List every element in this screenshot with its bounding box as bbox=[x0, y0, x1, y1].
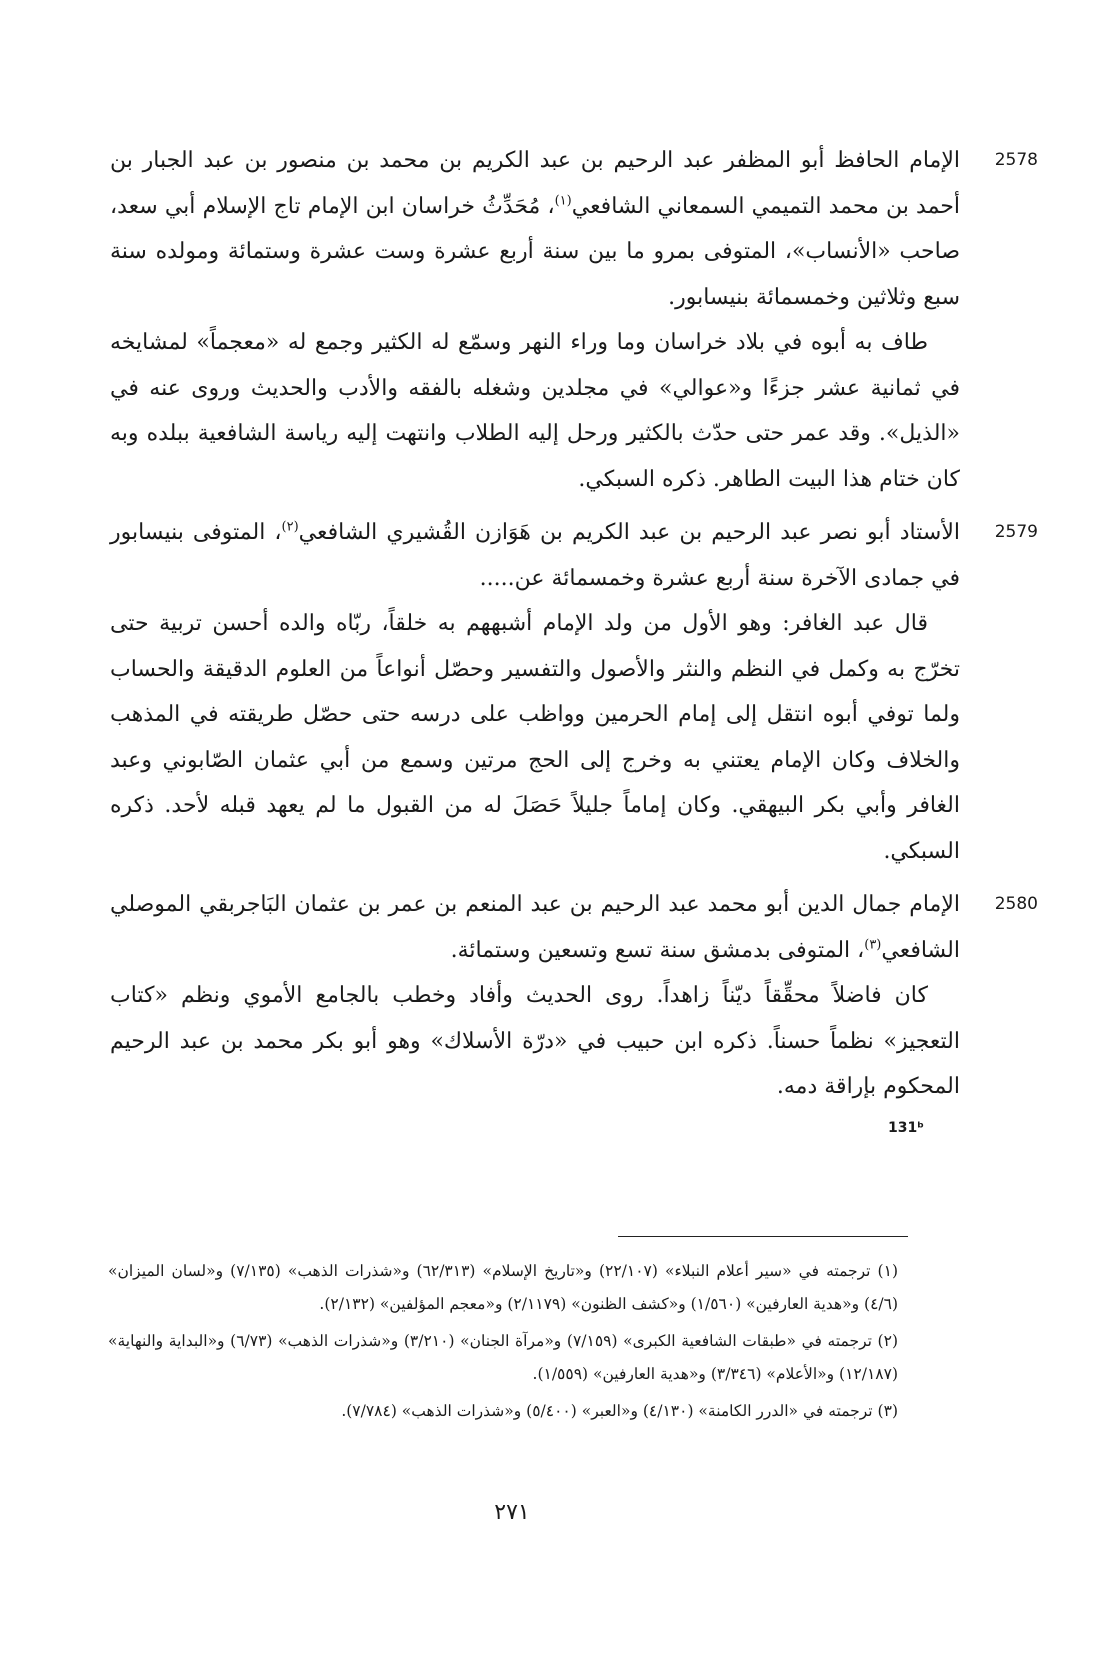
entry-title: الأستاد أبو نصر عبد الرحيم بن عبد الكريم بن هَوَازن القُشيري الشافعي bbox=[298, 520, 960, 545]
page-number: ٢٧١ bbox=[494, 1500, 530, 1525]
entry-2579 bbox=[110, 510, 1038, 874]
entry-title-rest: ، مُحَدِّثُ خراسان ابن الإمام تاج الإسلام أبي سعد، صاحب «الأنساب»، المتوفى بمرو ما بين سنة أربع عشرة وست عشرة وستمائة ومولده سنة سبع وثلاثين وخمسمائة بنيسابور. bbox=[110, 193, 960, 310]
entry-body: طاف به أبوه في بلاد خراسان وما وراء النهر وسمّع له الكثير وجمع له «معجماً» لمشايخه في ثمانية عشر جزءًا و«عوالي» في مجلدين وشغله بالفقه والأدب والحديث وروى عنه في «الذيل». وقد عمر حتى حدّث بالكثير ورحل إليه الطلاب وانتهت إليه رياسة الشافعية ببلده وبه كان ختام هذا البيت الطاهر. ذكره السبكي. bbox=[110, 330, 960, 492]
entry-body: كان فاضلاً محقِّقاً ديّناً زاهداً. روى الحديث وأفاد وخطب بالجامع الأموي ونظم «كتاب التعجيز» نظماً حسناً. ذكره ابن حبيب في «درّة الأسلاك» وهو أبو بكر محمد بن عبد الرحيم المحكوم بإراقة دمه. bbox=[110, 983, 960, 1099]
footnote-ref: (٢) bbox=[281, 519, 299, 535]
entry-heading bbox=[110, 882, 1038, 973]
entry-title-rest: ، المتوفى بنيسابور في جمادى الآخرة سنة أربع عشرة وخمسمائة عن..... bbox=[110, 520, 960, 591]
entry-number: 2580 bbox=[994, 894, 1038, 914]
entry-number: 2578 bbox=[994, 150, 1038, 170]
folio-mark: 131ᵇ bbox=[888, 1120, 924, 1136]
footnote-ref: (١) bbox=[554, 193, 572, 209]
footnote-2: (٢) ترجمته في «طبقات الشافعية الكبرى» (٧/١٥٩) و«مرآة الجنان» (٣/٢١٠) و«شذرات الذهب» (٦/٧٣) و«البداية والنهاية» (١٢/١٨٧) و«الأعلام» (٣/٣٤٦) و«هدية العارفين» (١/٥٥٩). bbox=[108, 1332, 898, 1383]
entry-2580 bbox=[110, 882, 1038, 1110]
footnote-divider bbox=[618, 1236, 908, 1237]
entry-title: الإمام الحافظ أبو المظفر عبد الرحيم بن عبد الكريم بن محمد بن منصور بن عبد الجبار بن أحمد بن محمد التميمي السمعاني الشافعي bbox=[110, 148, 961, 219]
footnotes bbox=[108, 1255, 898, 1432]
entry-title: الإمام جمال الدين أبو محمد عبد الرحيم بن عبد المنعم بن عمر بن عثمان البَاجربقي الموصلي الشافعي bbox=[110, 892, 960, 963]
footnote-1: (١) ترجمته في «سير أعلام النبلاء» (٢٢/١٠٧) و«تاريخ الإسلام» (٦٢/٣١٣) و«شذرات الذهب» (٧/١٣٥) و«لسان الميزان» (٤/٦) و«هدية العارفين» (١/٥٦٠) و«كشف الظنون» (٢/١١٧٩) و«معجم المؤلفين» (٢/١٣٢). bbox=[108, 1262, 898, 1313]
entry-number: 2579 bbox=[994, 522, 1038, 542]
entry-heading bbox=[110, 510, 1038, 601]
footnote-ref: (٣) bbox=[864, 937, 882, 953]
entry-heading bbox=[110, 138, 1038, 320]
entry-2578 bbox=[110, 138, 1038, 502]
entry-title-rest: ، المتوفى بدمشق سنة تسع وتسعين وستمائة. bbox=[450, 937, 865, 963]
entry-body: قال عبد الغافر: وهو الأول من ولد الإمام أشبههم به خلقاً، ربّاه والده أحسن تربية حتى تخرّج به وكمل في النظم والنثر والأصول والتفسير وحصّل أنواعاً من العلوم الدقيقة والحساب ولما توفي أبوه انتقل إلى إمام الحرمين وواظب على درسه حتى حصّل طريقته في المذهب والخلاف وكان الإمام يعتني به وخرج إلى الحج مرتين وسمع من أبي عثمان الصّابوني وعبد الغافر وأبي بكر البيهقي. وكان إماماً جليلاً حَصَلَ له من القبول ما لم يعهد قبله لأحد. ذكره السبكي. bbox=[110, 611, 960, 864]
footnote-3: (٣) ترجمته في «الدرر الكامنة» (٤/١٣٠) و«العبر» (٥/٤٠٠) و«شذرات الذهب» (٧/٧٨٤). bbox=[341, 1402, 898, 1420]
main-text bbox=[110, 138, 1038, 1110]
